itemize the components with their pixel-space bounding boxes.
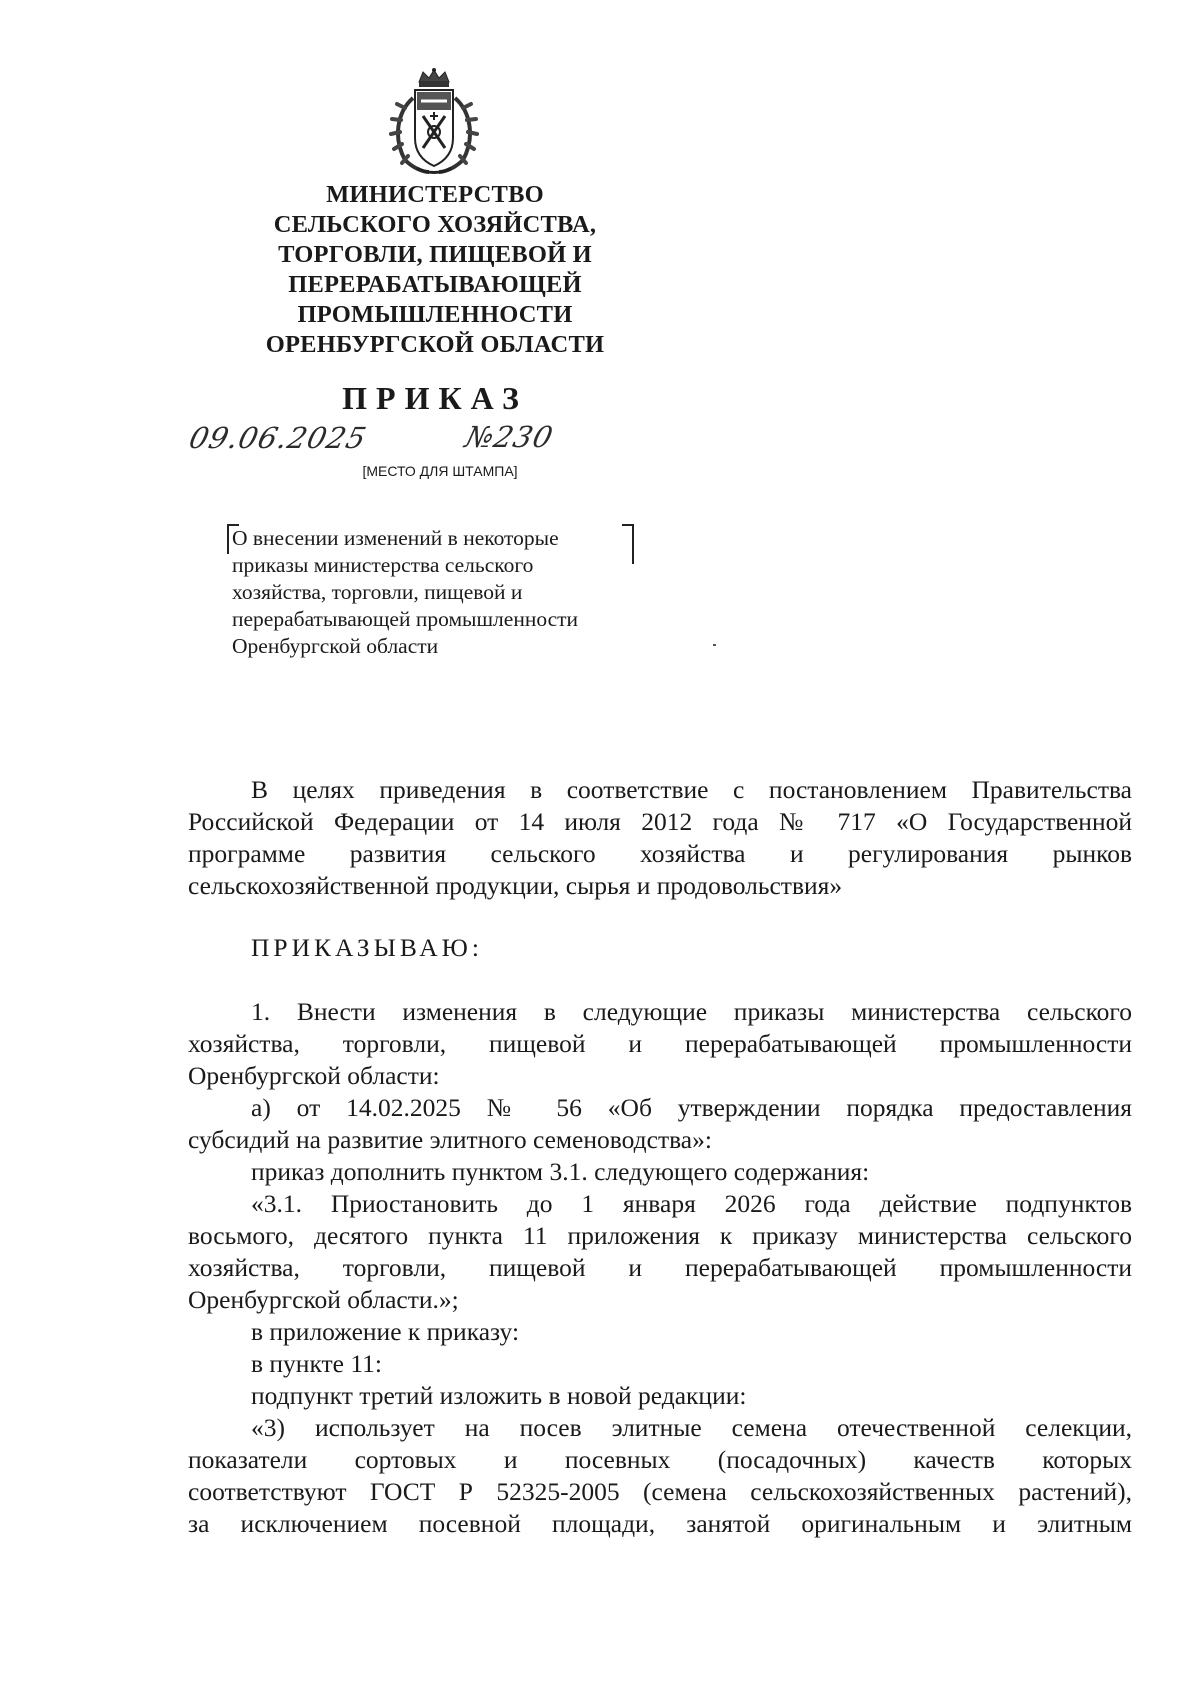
clause31-line: хозяйства, торговли, пищевой и перерабатывающей промышленности (188, 1253, 1132, 1282)
ministry-line: ОРЕНБУРГСКОЙ ОБЛАСТИ (265, 331, 605, 358)
subject-line: О внесении изменений в некоторые (232, 526, 559, 550)
sub3-line: показатели сортовых и посевных (посадочных) качеств которых (188, 1445, 1132, 1474)
item1-line: хозяйства, торговли, пищевой и перерабатывающей промышленности (188, 1029, 1132, 1058)
subject-line: приказы министерства сельского (232, 553, 534, 577)
ministry-line: ТОРГОВЛИ, ПИЩЕВОЙ И (278, 241, 592, 268)
coat-of-arms-icon (383, 68, 485, 176)
ministry-line: СЕЛЬСКОГО ХОЗЯЙСТВА, (273, 211, 597, 238)
preamble-line: Российской Федерации от 14 июля 2012 года № 717 «О Государственной (188, 807, 1132, 836)
preamble-line: сельскохозяйственной продукции, сырья и продовольствия» (188, 871, 843, 900)
scan-speck (713, 644, 716, 646)
sub3-intro-line: подпункт третий изложить в новой редакции: (251, 1381, 747, 1410)
point11-line: в пункте 11: (251, 1349, 382, 1378)
handwritten-date: 09.06.2025 (185, 421, 371, 455)
document-subject (232, 525, 652, 660)
subject-line: перерабатывающей промышленности (232, 607, 579, 631)
document-type: ПРИКАЗ (342, 380, 528, 416)
order-word: ПРИКАЗЫВАЮ: (251, 933, 483, 962)
stamp-placeholder: [МЕСТО ДЛЯ ШТАМПА] (362, 463, 518, 479)
preamble-line: В целях приведения в соответствие с постановлением Правительства (251, 775, 1132, 804)
item1-line: Оренбургской области: (188, 1061, 440, 1090)
item1a-line: а) от 14.02.2025 № 56 «Об утверждении порядка предоставления (251, 1093, 1132, 1122)
subject-line: Оренбургской области (232, 634, 439, 658)
clause31-line: «3.1. Приостановить до 1 января 2026 года действие подпунктов (251, 1189, 1132, 1218)
preamble-line: программе развития сельского хозяйства и регулирования рынков (188, 839, 1132, 868)
item1-line: 1. Внести изменения в следующие приказы министерства сельского (251, 997, 1132, 1026)
clause31-line: восьмого, десятого пункта 11 приложения к приказу министерства сельского (188, 1221, 1132, 1250)
item1a-line: субсидий на развитие элитного семеноводства»: (188, 1125, 712, 1154)
ministry-name (200, 180, 670, 360)
appendix-line: в приложение к приказу: (251, 1317, 520, 1346)
subject-line: хозяйства, торговли, пищевой и (232, 580, 523, 604)
sub3-line: соответствуют ГОСТ Р 52325-2005 (семена сельскохозяйственных растений), (188, 1477, 1132, 1506)
handwritten-number: №230 (461, 420, 558, 454)
ministry-line: МИНИСТЕРСТВО (326, 181, 544, 208)
sub3-line: за исключением посевной площади, занятой оригинальным и элитным (188, 1509, 1132, 1538)
ministry-line: ПРОМЫШЛЕННОСТИ (297, 301, 573, 328)
supplement-line: приказ дополнить пунктом 3.1. следующего содержания: (251, 1157, 870, 1186)
sub3-line: «3) использует на посев элитные семена отечественной селекции, (251, 1413, 1132, 1442)
clause31-line: Оренбургской области.»; (188, 1285, 459, 1314)
ministry-line: ПЕРЕРАБАТЫВАЮЩЕЙ (288, 271, 582, 298)
